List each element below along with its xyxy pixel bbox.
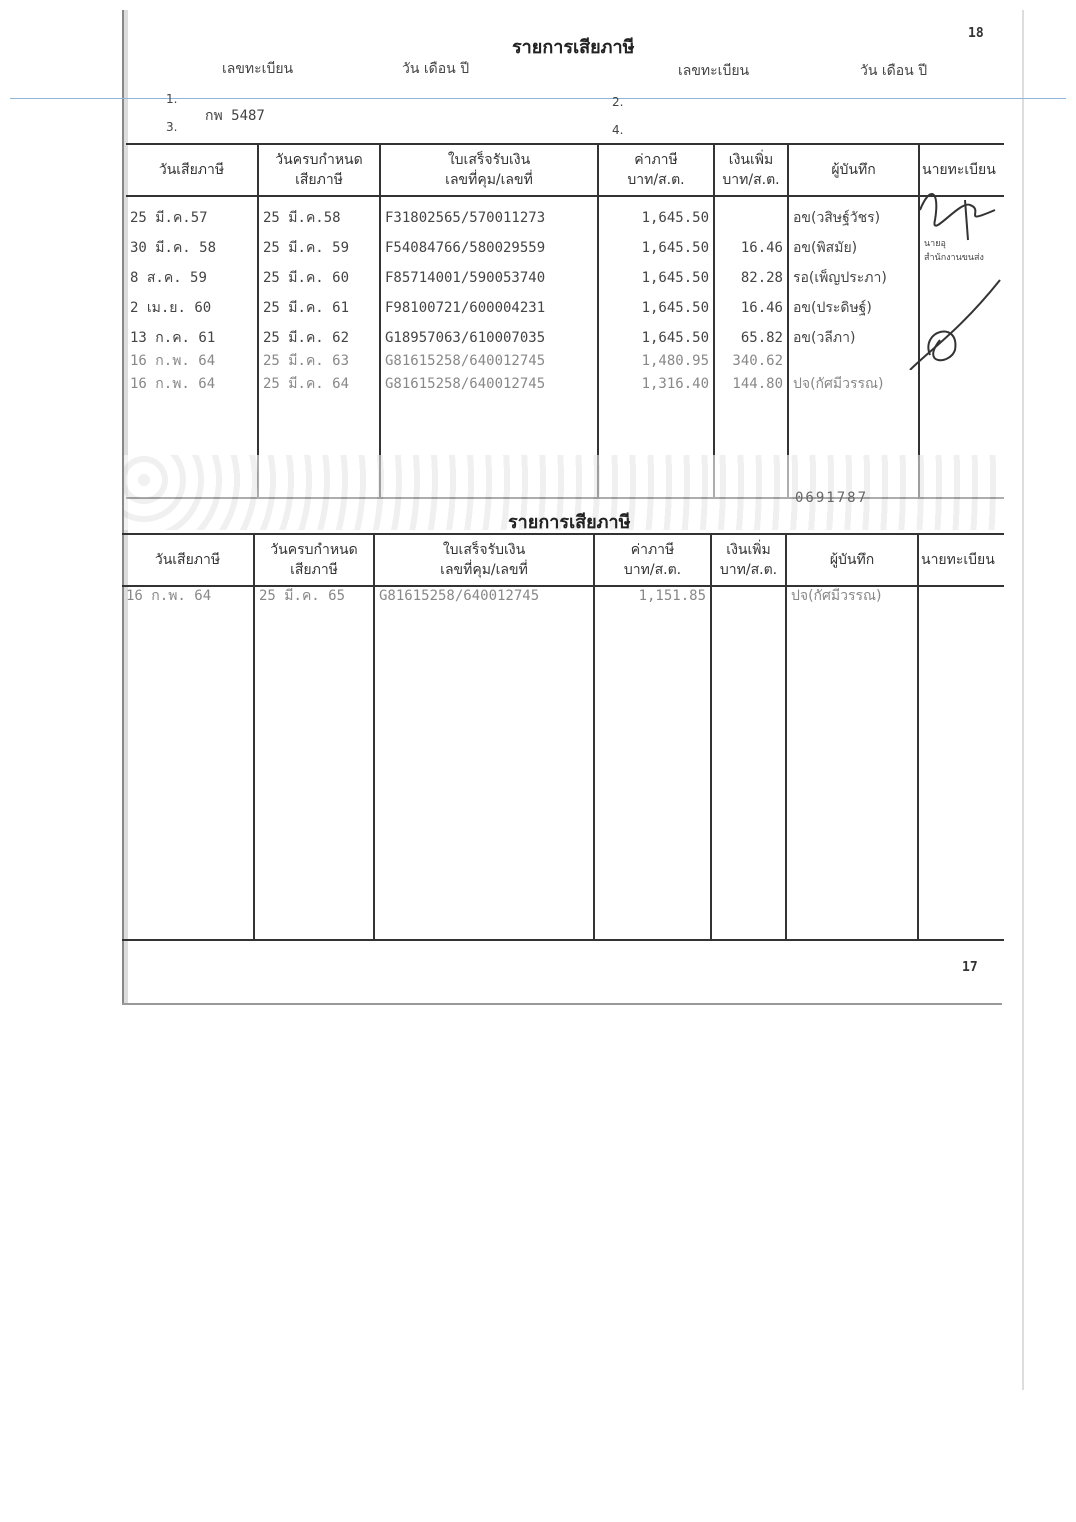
table-cell: G18957063/610007035 [385, 330, 546, 346]
table-row: 16 ก.พ. 64 [130, 376, 216, 392]
table-cell: F31802565/570011273 [385, 210, 546, 226]
registrar-column-cells [918, 586, 1004, 940]
table-cell: 1,151.85 [638, 588, 706, 604]
stamp-text: สำนักงานขนส่ง [924, 253, 984, 263]
table-cell: 25 มี.ค. 60 [263, 270, 350, 286]
col-tax: ค่าภาษี บาท/ส.ต. [598, 144, 714, 196]
col-recorder: ผู้บันทึก [788, 144, 919, 196]
table-cell: อข(ประดิษฐ์) [793, 300, 872, 316]
table-cell: F98100721/600004231 [385, 300, 546, 316]
date-label-left: วัน เดือน ปี [402, 61, 470, 77]
recorder-column-cells [786, 586, 918, 940]
reg-label-right: เลขทะเบียน [678, 63, 750, 79]
table-cell: 25 มี.ค. 62 [263, 330, 350, 346]
stamp-text: นายอุ [924, 239, 946, 249]
table-row: 8 ส.ค. 59 [130, 270, 207, 286]
table-cell: 340.62 [732, 353, 783, 369]
col-extra: เงินเพิ่ม บาท/ส.ต. [711, 534, 786, 586]
table-cell: 25 มี.ค. 65 [259, 588, 346, 604]
col-tax: ค่าภาษี บาท/ส.ต. [594, 534, 711, 586]
table-cell: G81615258/640012745 [379, 588, 540, 604]
table-cell: ปจ(กัศมีวรรณ) [793, 376, 884, 392]
table-cell: 25 มี.ค.58 [263, 210, 341, 226]
table-cell: 65.82 [740, 330, 783, 346]
col-paid-date: วันเสียภาษี [126, 144, 258, 196]
table-cell: 1,645.50 [641, 300, 709, 316]
page-right-edge [1022, 10, 1024, 1390]
signature-icon [900, 180, 1010, 370]
table-cell: G81615258/640012745 [385, 353, 546, 369]
tax-column-cells [594, 586, 711, 940]
table-cell: 1,645.50 [641, 210, 709, 226]
table-cell: F54084766/580029559 [385, 240, 546, 256]
date-label-right: วัน เดือน ปี [860, 63, 928, 79]
table-cell: G81615258/640012745 [385, 376, 546, 392]
due-column-cells [254, 586, 374, 940]
plate-number: กพ 5487 [205, 108, 265, 124]
table-cell: 25 มี.ค. 59 [263, 240, 350, 256]
section-title-2: รายการเสียภาษี [508, 512, 631, 533]
table-row: 25 มี.ค.57 [130, 210, 208, 226]
table-cell: อข(วสิษฐ์วัชร) [793, 210, 881, 226]
table-cell: 1,645.50 [641, 270, 709, 286]
section-title: รายการเสียภาษี [512, 37, 635, 58]
table-cell: อข(วลีภา) [793, 330, 856, 346]
tax-table-1 [126, 143, 1004, 499]
col-extra: เงินเพิ่ม บาท/ส.ต. [714, 144, 788, 196]
table-cell: 1,645.50 [641, 330, 709, 346]
table-cell [715, 203, 787, 233]
table-header-row [122, 534, 1004, 586]
col-paid-date: วันเสียภาษี [122, 534, 254, 586]
table-row: 16 ก.พ. 64 [130, 353, 216, 369]
paid-column-cells [122, 586, 254, 940]
slot-1-label: 1. [166, 92, 178, 106]
table-cell: 1,480.95 [641, 353, 709, 369]
receipt-column-cells [380, 196, 598, 498]
col-due-date: วันครบกำหนด เสียภาษี [254, 534, 374, 586]
table-body [126, 196, 1004, 498]
table-row: 2 เม.ย. 60 [130, 300, 212, 316]
page-bottom-edge [122, 1003, 1002, 1005]
table-cell: 1,316.40 [641, 376, 709, 392]
col-registrar: นายทะเบียน [918, 534, 1004, 586]
table-row: 13 ก.ค. 61 [130, 330, 216, 346]
table-cell: อข(พิสมัย) [793, 240, 858, 256]
table-cell [789, 353, 918, 369]
table-cell: 144.80 [732, 376, 783, 392]
due-column-cells [258, 196, 380, 498]
col-recorder: ผู้บันทึก [786, 534, 918, 586]
table-cell: 1,645.50 [641, 240, 709, 256]
col-registrar: นายทะเบียน [919, 144, 1004, 196]
paid-column-cells [126, 196, 258, 498]
table-cell: F85714001/590053740 [385, 270, 546, 286]
extra-column-cells [714, 196, 788, 498]
slot-2-label: 2. [612, 95, 624, 109]
table-cell: 25 มี.ค. 61 [263, 300, 350, 316]
page-number-bottom: 17 [962, 960, 978, 975]
table-cell: 16.46 [740, 300, 783, 316]
col-receipt: ใบเสร็จรับเงิน เลขที่คุม/เลขที่ [380, 144, 598, 196]
table-cell: 25 มี.ค. 63 [263, 353, 350, 369]
col-receipt: ใบเสร็จรับเงิน เลขที่คุม/เลขที่ [374, 534, 594, 586]
receipt-column-cells [374, 586, 594, 940]
table-cell: รอ(เพ็ญประภา) [793, 270, 887, 286]
slot-3-label: 3. [166, 120, 178, 134]
extra-column-cells [711, 586, 786, 940]
strip-number: 0691787 [795, 490, 869, 506]
table-body [122, 586, 1004, 940]
page-number-top: 18 [968, 26, 984, 41]
table-row: 16 ก.พ. 64 [126, 588, 212, 604]
tax-table-2 [122, 533, 1004, 941]
reg-label-left: เลขทะเบียน [222, 61, 294, 77]
table-header-row [126, 144, 1004, 196]
tax-column-cells [598, 196, 714, 498]
table-cell: 25 มี.ค. 64 [263, 376, 350, 392]
col-due-date: วันครบกำหนด เสียภาษี [258, 144, 380, 196]
table-cell: ปจ(กัศมีวรรณ) [791, 588, 882, 604]
table-row: 30 มี.ค. 58 [130, 240, 217, 256]
slot-4-label: 4. [612, 123, 624, 137]
table-cell [712, 587, 785, 605]
table-cell: 16.46 [740, 240, 783, 256]
table-cell: 82.28 [740, 270, 783, 286]
